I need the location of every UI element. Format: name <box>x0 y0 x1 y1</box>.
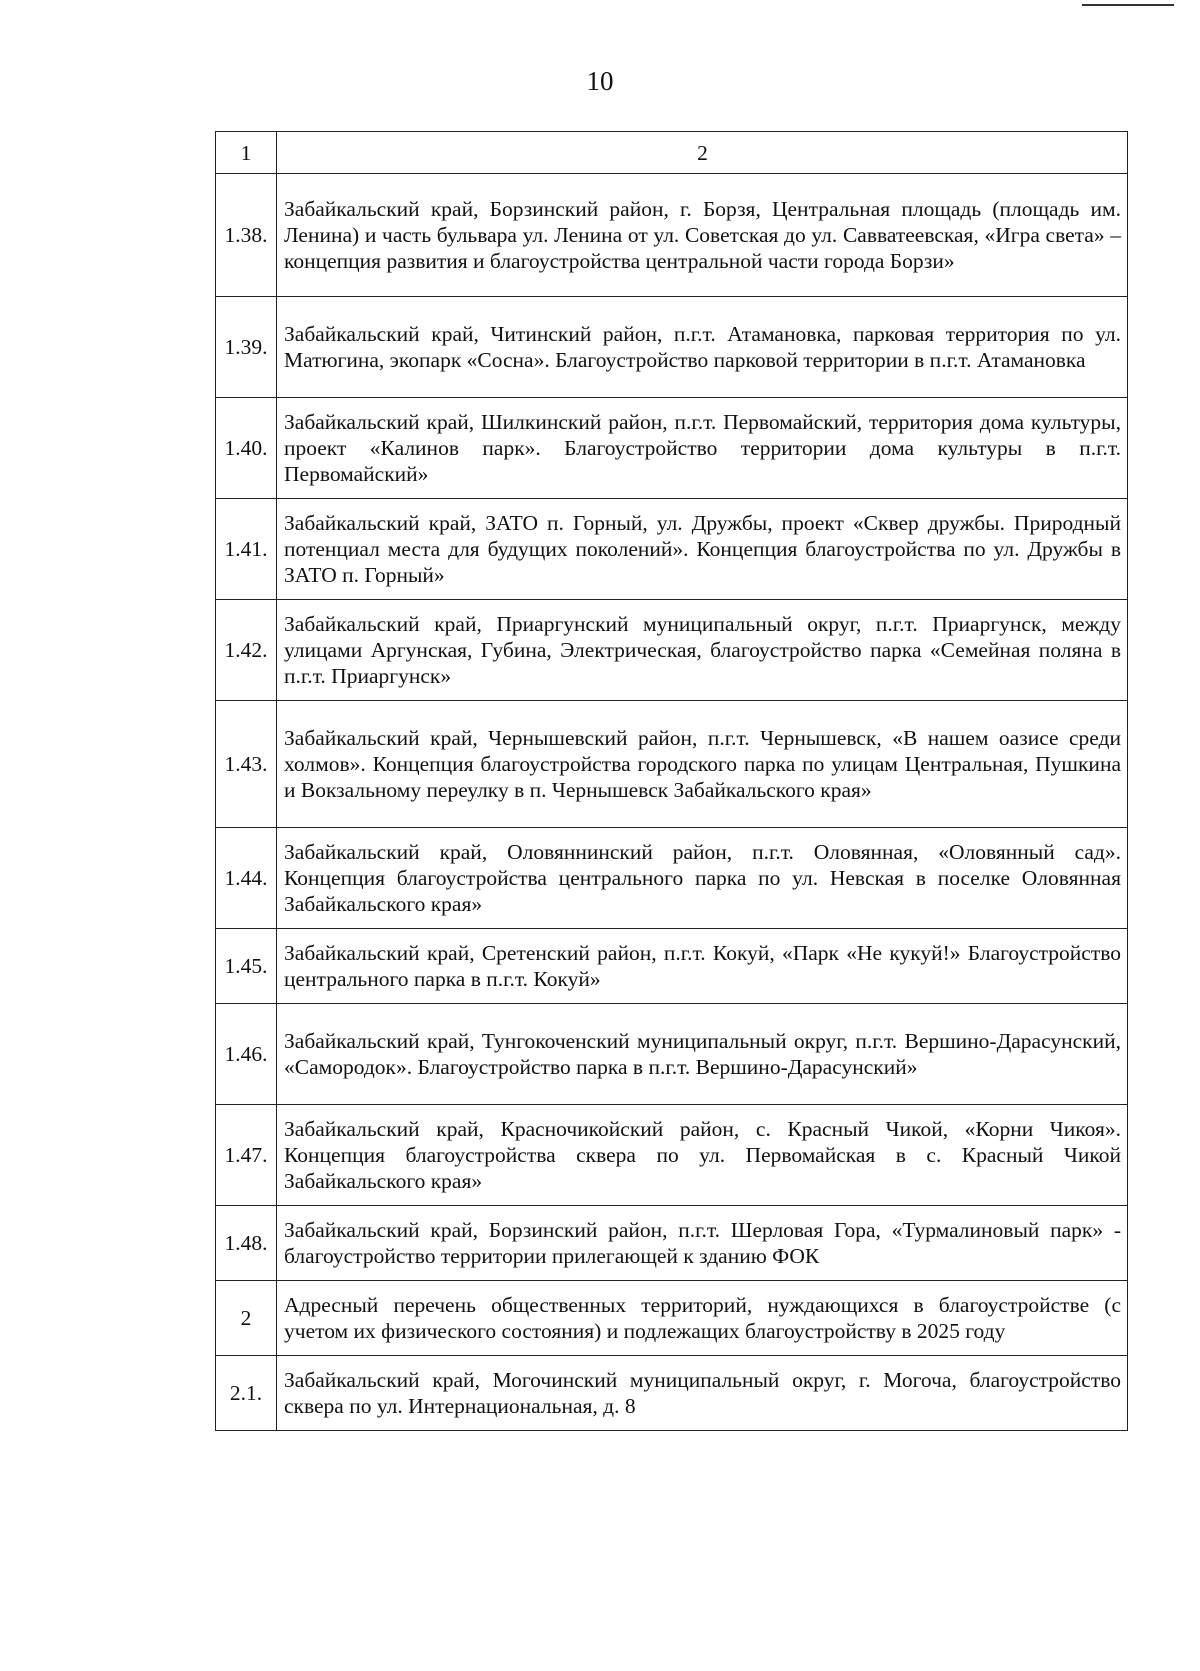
section-row <box>216 1281 1128 1356</box>
row-number: 1.48. <box>216 1206 277 1281</box>
row-number: 1.39. <box>216 297 277 398</box>
row-description: Забайкальский край, Приаргунский муниципальный округ, п.г.т. Приаргунск, между улицами Аргунская, Губина, Электрическая, благоустройство парка «Семейная поляна в п.г.т. Приаргунск» <box>277 600 1128 701</box>
section-number: 2 <box>216 1281 277 1356</box>
row-description: Забайкальский край, Читинский район, п.г.т. Атамановка, парковая территория по ул. Матюгина, экопарк «Сосна». Благоустройство парковой территории в п.г.т. Атамановка <box>277 297 1128 398</box>
row-description: Забайкальский край, Тунгокоченский муниципальный округ, п.г.т. Вершино-Дарасунский, «Самородок». Благоустройство парка в п.г.т. Вершино-Дарасунский» <box>277 1004 1128 1105</box>
table-row <box>216 828 1128 929</box>
row-number: 1.40. <box>216 398 277 499</box>
row-number: 1.38. <box>216 174 277 297</box>
row-number: 1.44. <box>216 828 277 929</box>
table-row <box>216 929 1128 1004</box>
table-row <box>216 297 1128 398</box>
table-row <box>216 174 1128 297</box>
table-row <box>216 1206 1128 1281</box>
row-number: 1.47. <box>216 1105 277 1206</box>
row-description: Забайкальский край, Красночикойский район, с. Красный Чикой, «Корни Чикоя». Концепция благоустройства сквера по ул. Первомайская в с. Красный Чикой Забайкальского края» <box>277 1105 1128 1206</box>
row-description: Забайкальский край, Борзинский район, п.г.т. Шерловая Гора, «Турмалиновый парк» - благоустройство территории прилегающей к зданию ФОК <box>277 1206 1128 1281</box>
row-number: 2.1. <box>216 1356 277 1431</box>
table-row <box>216 1105 1128 1206</box>
row-description: Забайкальский край, ЗАТО п. Горный, ул. Дружбы, проект «Сквер дружбы. Природный потенциал места для будущих поколений». Концепция благоустройства по ул. Дружбы в ЗАТО п. Горный» <box>277 499 1128 600</box>
header-column-1: 1 <box>216 132 277 174</box>
page-number: 10 <box>586 66 614 96</box>
row-description: Забайкальский край, Шилкинский район, п.г.т. Первомайский, территория дома культуры, проект «Калинов парк». Благоустройство территории дома культуры в п.г.т. Первомайский» <box>277 398 1128 499</box>
row-description: Забайкальский край, Могочинский муниципальный округ, г. Могоча, благоустройство сквера по ул. Интернациональная, д. 8 <box>277 1356 1128 1431</box>
row-description: Забайкальский край, Сретенский район, п.г.т. Кокуй, «Парк «Не кукуй!» Благоустройство центрального парка в п.г.т. Кокуй» <box>277 929 1128 1004</box>
header-column-2: 2 <box>277 132 1128 174</box>
top-edge-rule <box>1082 4 1174 6</box>
table-header-row <box>216 132 1128 174</box>
table-row <box>216 600 1128 701</box>
row-number: 1.45. <box>216 929 277 1004</box>
table-row <box>216 1356 1128 1431</box>
table-row <box>216 701 1128 828</box>
row-description: Забайкальский край, Борзинский район, г. Борзя, Центральная площадь (площадь им. Ленина) и часть бульвара ул. Ленина от ул. Советская до ул. Савватеевская, «Игра света» – концепция развития и благоустройства центральной части города Борзи» <box>277 174 1128 297</box>
table-row <box>216 398 1128 499</box>
row-description: Забайкальский край, Оловяннинский район, п.г.т. Оловянная, «Оловянный сад». Концепция благоустройства центрального парка по ул. Невская в поселке Оловянная Забайкальского края» <box>277 828 1128 929</box>
section-description: Адресный перечень общественных территорий, нуждающихся в благоустройстве (с учетом их физического состояния) и подлежащих благоустройству в 2025 году <box>277 1281 1128 1356</box>
row-number: 1.41. <box>216 499 277 600</box>
territory-list-table <box>215 131 1128 1431</box>
row-number: 1.42. <box>216 600 277 701</box>
row-number: 1.46. <box>216 1004 277 1105</box>
table-row <box>216 499 1128 600</box>
row-number: 1.43. <box>216 701 277 828</box>
row-description: Забайкальский край, Чернышевский район, п.г.т. Чернышевск, «В нашем оазисе среди холмов». Концепция благоустройства городского парка по улицам Центральная, Пушкина и Вокзальному переулку в п. Чернышевск Забайкальского края» <box>277 701 1128 828</box>
table-row <box>216 1004 1128 1105</box>
